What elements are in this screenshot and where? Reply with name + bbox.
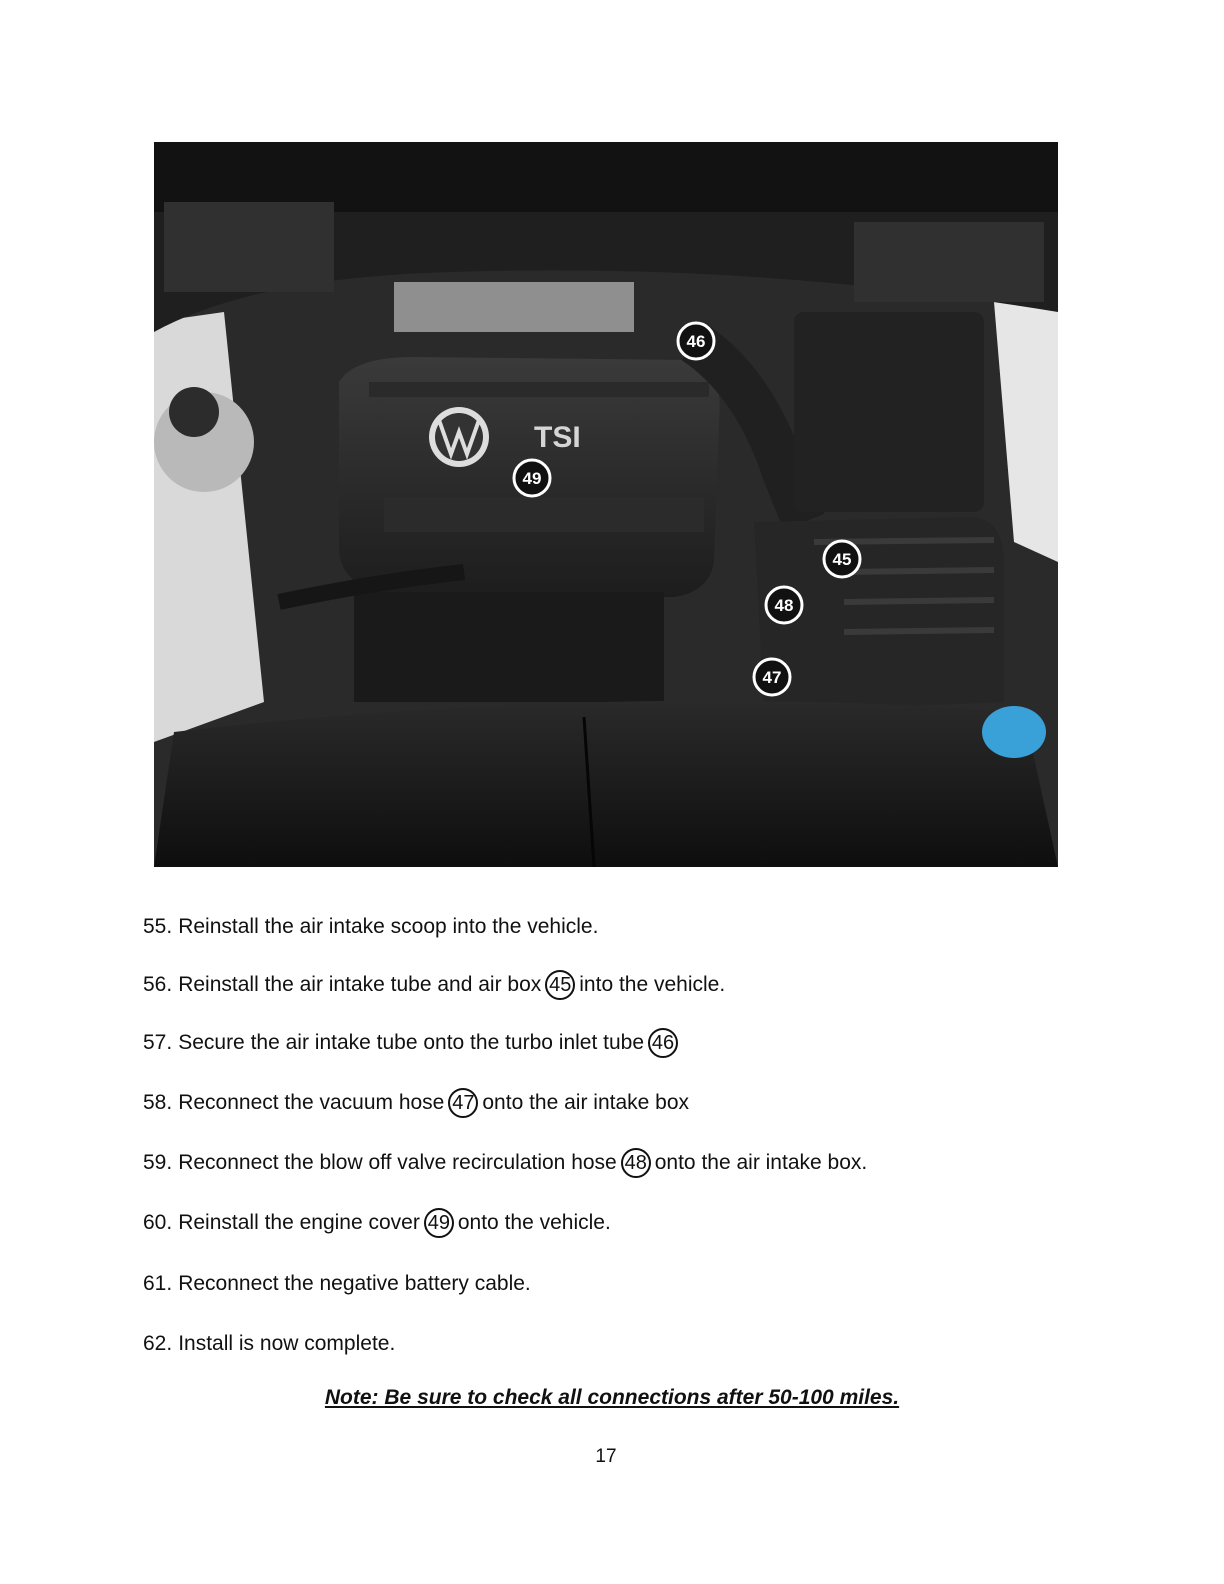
step-text: Reinstall the air intake scoop into the vehicle. (178, 915, 599, 938)
step-text-after: onto the air intake box. (654, 1151, 868, 1174)
step-60 (143, 1206, 611, 1240)
callout-48 (766, 587, 802, 623)
page-number: 17 (595, 1446, 617, 1467)
tsi-emblem: TSI (534, 421, 581, 454)
step-number: 62. (143, 1332, 173, 1355)
step-text: Reconnect the negative battery cable. (178, 1272, 531, 1295)
callout-47 (754, 659, 790, 695)
svg-text:45: 45 (832, 550, 852, 569)
step-number: 57. (143, 1031, 173, 1054)
svg-text:49: 49 (522, 469, 542, 488)
part-ref-badge: 49 (424, 1208, 454, 1238)
step-56 (143, 968, 725, 1002)
step-text: Secure the air intake tube onto the turbo inlet tube (178, 1031, 645, 1054)
step-61 (143, 1267, 531, 1301)
step-text-after: onto the vehicle. (457, 1211, 611, 1234)
step-55 (143, 910, 598, 944)
step-58 (143, 1086, 689, 1120)
step-text-after: into the vehicle. (579, 973, 726, 996)
callout-46 (678, 323, 714, 359)
svg-text:46: 46 (686, 332, 706, 351)
step-57 (143, 1026, 682, 1060)
svg-text:48: 48 (774, 596, 794, 615)
step-number: 59. (143, 1151, 173, 1174)
step-number: 61. (143, 1272, 173, 1295)
callout-45 (824, 541, 860, 577)
engine-bay-illustration (154, 142, 1058, 867)
mileage-note: Note: Be sure to check all connections after 50-100 miles. (324, 1386, 900, 1409)
step-number: 56. (143, 973, 173, 996)
step-text: Reinstall the air intake tube and air box (178, 973, 542, 996)
step-text: Reinstall the engine cover (178, 1211, 420, 1234)
svg-text:47: 47 (762, 668, 782, 687)
step-number: 55. (143, 915, 173, 938)
step-text: Reconnect the vacuum hose (178, 1091, 445, 1114)
part-ref-badge: 45 (545, 970, 575, 1000)
callout-49 (514, 460, 550, 496)
step-number: 60. (143, 1211, 173, 1234)
step-number: 58. (143, 1091, 173, 1114)
part-ref-badge: 46 (648, 1028, 678, 1058)
step-62 (143, 1327, 395, 1361)
part-ref-badge: 47 (448, 1088, 478, 1118)
vw-logo (429, 407, 489, 467)
step-text: Reconnect the blow off valve recirculation hose (178, 1151, 617, 1174)
step-59 (143, 1146, 867, 1180)
engine-bay-photo (154, 142, 1058, 867)
step-text-after: onto the air intake box (482, 1091, 690, 1114)
step-text: Install is now complete. (178, 1332, 396, 1355)
part-ref-badge: 48 (621, 1148, 651, 1178)
